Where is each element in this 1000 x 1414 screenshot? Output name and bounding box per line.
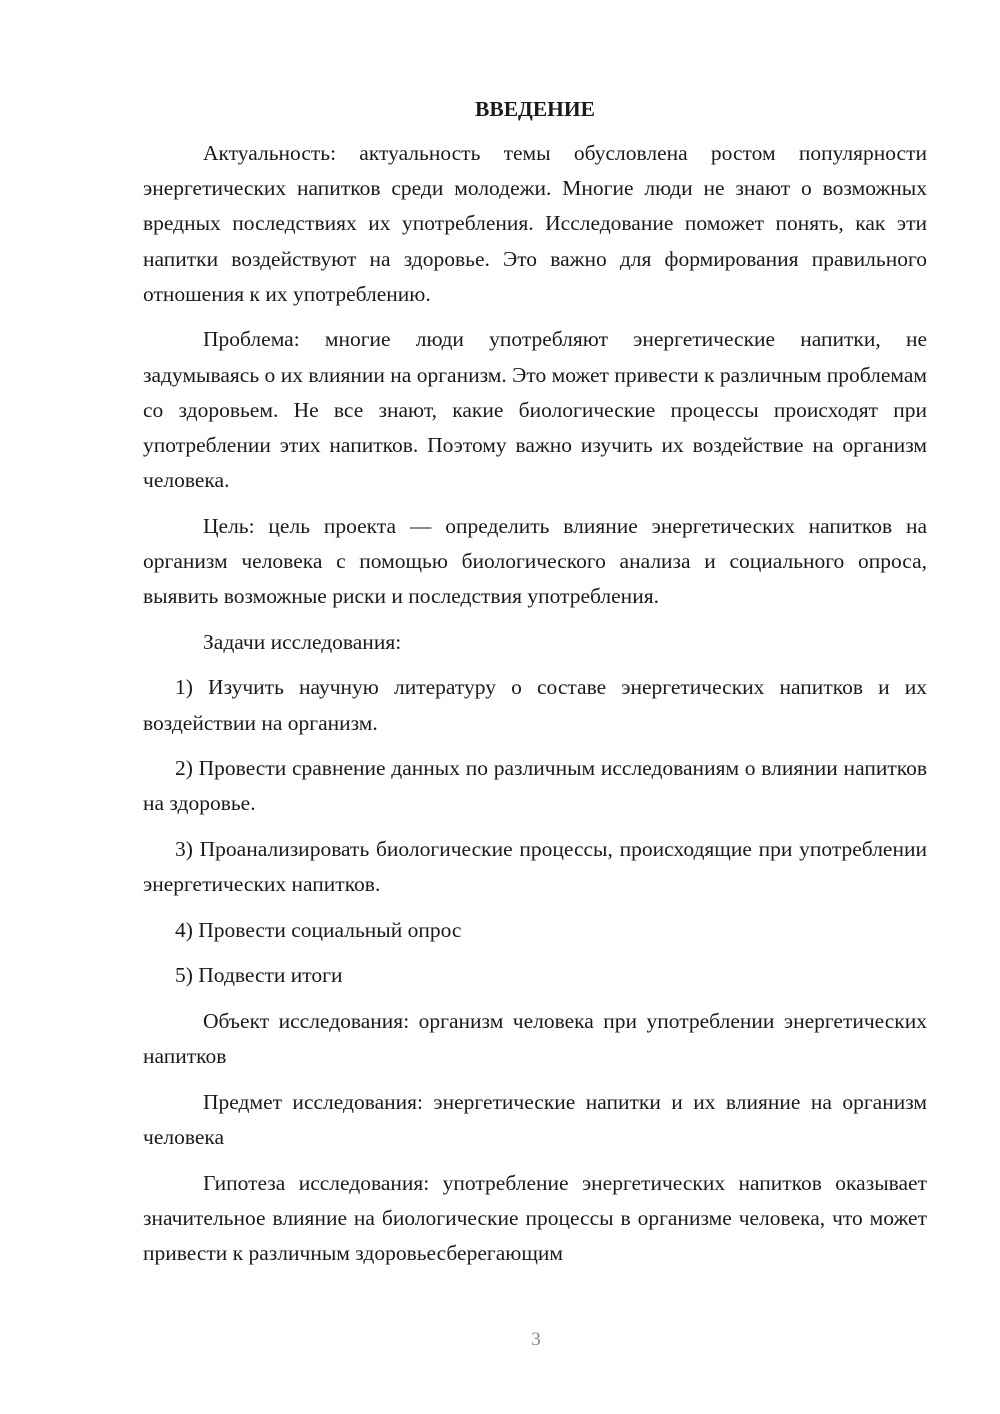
paragraph-goal: Цель: цель проекта — определить влияние энергетических напитков на организм человека с помощью биологического анализа и социального опроса, выявить возможные риски и последствия употребления. bbox=[143, 513, 927, 609]
page-number: 3 bbox=[531, 1329, 541, 1350]
paragraph-subject: Предмет исследования: энергетические напитки и их влияние на организм человека bbox=[143, 1089, 927, 1149]
task-item-3: 3) Проанализировать биологические процессы, происходящие при употреблении энергетических напитков. bbox=[143, 837, 927, 897]
task-item-5: 5) Подвести итоги bbox=[175, 963, 343, 988]
paragraph-problem: Проблема: многие люди употребляют энергетические напитки, не задумываясь о их влиянии на организм. Это может привести к различным проблемам со здоровьем. Не все знают, какие биологические процессы происходят при употреблении этих напитков. Поэтому важно изучить их воздействие на организм человека. bbox=[143, 327, 927, 493]
section-title: ВВЕДЕНИЕ bbox=[475, 97, 595, 121]
task-item-2: 2) Провести сравнение данных по различным исследованиям о влиянии напитков на здоровье. bbox=[143, 756, 927, 816]
paragraph-hypothesis: Гипотеза исследования: употребление энергетических напитков оказывает значительное влияние на биологические процессы в организме человека, что может привести к различным здоровьесберегающим bbox=[143, 1170, 927, 1265]
paragraph-relevance: Актуальность: актуальность темы обусловлена ростом популярности энергетических напитков среди молодежи. Многие люди не знают о возможных вредных последствиях их употребления. Исследование поможет понять, как эти напитки воздействуют на здоровье. Это важно для формирования правильного отношения к их употреблению. bbox=[143, 141, 927, 306]
paragraph-tasks-heading: Задачи исследования: bbox=[203, 629, 402, 654]
paragraph-object: Объект исследования: организм человека при употреблении энергетических напитков bbox=[143, 1008, 927, 1069]
task-item-1: 1) Изучить научную литературу о составе энергетических напитков и их воздействии на организм. bbox=[143, 675, 927, 735]
document-body bbox=[143, 92, 927, 1271]
task-item-4: 4) Провести социальный опрос bbox=[175, 917, 462, 942]
